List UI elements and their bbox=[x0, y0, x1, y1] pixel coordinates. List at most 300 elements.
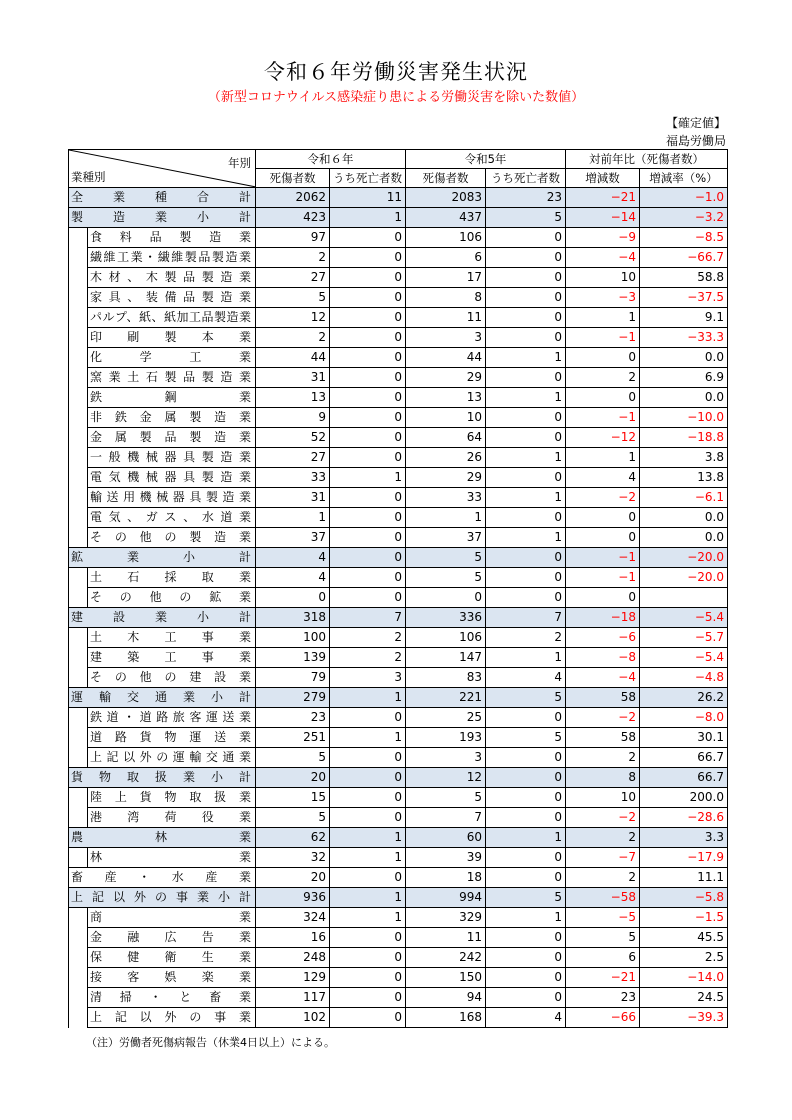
diff-cell: 2 bbox=[566, 748, 640, 768]
r6-deaths-cell: 0 bbox=[330, 948, 406, 968]
rate-cell: −37.5 bbox=[640, 288, 728, 308]
col-r5: 令和5年 bbox=[406, 150, 566, 169]
r6-deaths-cell: 0 bbox=[330, 408, 406, 428]
table-row bbox=[69, 908, 728, 928]
indent-cell bbox=[69, 588, 88, 608]
rate-cell: −28.6 bbox=[640, 808, 728, 828]
indent-cell bbox=[69, 408, 88, 428]
r5-casualties-cell: 44 bbox=[406, 348, 486, 368]
r6-casualties-cell: 23 bbox=[256, 708, 330, 728]
r6-casualties-cell: 4 bbox=[256, 568, 330, 588]
r5-casualties-cell: 11 bbox=[406, 308, 486, 328]
r6-casualties-cell: 12 bbox=[256, 308, 330, 328]
r5-deaths-cell: 0 bbox=[486, 808, 566, 828]
year-label: 年別 bbox=[228, 156, 251, 170]
rate-cell: −6.1 bbox=[640, 488, 728, 508]
r6-casualties-cell: 1 bbox=[256, 508, 330, 528]
r5-casualties-cell: 437 bbox=[406, 208, 486, 228]
diff-cell: −9 bbox=[566, 228, 640, 248]
r5-casualties-cell: 64 bbox=[406, 428, 486, 448]
r5-deaths-cell: 1 bbox=[486, 348, 566, 368]
r5-casualties-cell: 106 bbox=[406, 228, 486, 248]
r6-casualties-cell: 44 bbox=[256, 348, 330, 368]
r6-casualties-cell: 2062 bbox=[256, 188, 330, 208]
table-row bbox=[69, 648, 728, 668]
diff-cell: −21 bbox=[566, 968, 640, 988]
col-diff: 増減数 bbox=[566, 169, 640, 188]
rate-cell: 3.3 bbox=[640, 828, 728, 848]
indent-cell bbox=[69, 468, 88, 488]
rate-cell: −5.8 bbox=[640, 888, 728, 908]
r6-casualties-cell: 139 bbox=[256, 648, 330, 668]
r5-deaths-cell: 5 bbox=[486, 728, 566, 748]
r5-deaths-cell: 0 bbox=[486, 328, 566, 348]
r6-casualties-cell: 15 bbox=[256, 788, 330, 808]
r6-casualties-cell: 33 bbox=[256, 468, 330, 488]
indent-cell bbox=[69, 748, 88, 768]
r6-casualties-cell: 97 bbox=[256, 228, 330, 248]
r5-deaths-cell: 1 bbox=[486, 388, 566, 408]
industry-name: 貨物取扱業小計 bbox=[69, 768, 256, 788]
indent-cell bbox=[69, 428, 88, 448]
r5-deaths-cell: 0 bbox=[486, 548, 566, 568]
diff-cell: −5 bbox=[566, 908, 640, 928]
r5-casualties-cell: 3 bbox=[406, 328, 486, 348]
rate-cell: 66.7 bbox=[640, 768, 728, 788]
table-row bbox=[69, 248, 728, 268]
table-row bbox=[69, 508, 728, 528]
r5-casualties-cell: 94 bbox=[406, 988, 486, 1008]
r5-deaths-cell: 1 bbox=[486, 448, 566, 468]
r5-casualties-cell: 3 bbox=[406, 748, 486, 768]
industry-name: 上記以外の運輸交通業 bbox=[88, 748, 256, 768]
r5-deaths-cell: 7 bbox=[486, 608, 566, 628]
table-row bbox=[69, 388, 728, 408]
r6-deaths-cell: 0 bbox=[330, 568, 406, 588]
table-row bbox=[69, 1008, 728, 1028]
diff-cell: 5 bbox=[566, 928, 640, 948]
indent-cell bbox=[69, 228, 88, 248]
industry-name: パルプ、紙、紙加工品製造業 bbox=[88, 308, 256, 328]
indent-cell bbox=[69, 268, 88, 288]
industry-name: 製造業小計 bbox=[69, 208, 256, 228]
table-row bbox=[69, 588, 728, 608]
diff-cell: −1 bbox=[566, 328, 640, 348]
table-row bbox=[69, 368, 728, 388]
footnote: （注）労働者死傷病報告（休業4日以上）による。 bbox=[86, 1036, 335, 1049]
rate-cell: 24.5 bbox=[640, 988, 728, 1008]
indent-cell bbox=[69, 908, 88, 928]
indent-cell bbox=[69, 948, 88, 968]
table-row bbox=[69, 988, 728, 1008]
indent-cell bbox=[69, 788, 88, 808]
r6-casualties-cell: 279 bbox=[256, 688, 330, 708]
industry-name: 金融広告業 bbox=[88, 928, 256, 948]
r6-casualties-cell: 79 bbox=[256, 668, 330, 688]
r5-deaths-cell: 4 bbox=[486, 668, 566, 688]
indent-cell bbox=[69, 988, 88, 1008]
r5-casualties-cell: 329 bbox=[406, 908, 486, 928]
rate-cell: 58.8 bbox=[640, 268, 728, 288]
rate-cell: −20.0 bbox=[640, 548, 728, 568]
r6-deaths-cell: 1 bbox=[330, 828, 406, 848]
table-row bbox=[69, 568, 728, 588]
r6-casualties-cell: 251 bbox=[256, 728, 330, 748]
industry-name: その他の鉱業 bbox=[88, 588, 256, 608]
r6-deaths-cell: 1 bbox=[330, 468, 406, 488]
r6-deaths-cell: 0 bbox=[330, 328, 406, 348]
rate-cell: −10.0 bbox=[640, 408, 728, 428]
r5-casualties-cell: 336 bbox=[406, 608, 486, 628]
rate-cell: −1.5 bbox=[640, 908, 728, 928]
diff-cell: −21 bbox=[566, 188, 640, 208]
r6-deaths-cell: 0 bbox=[330, 368, 406, 388]
r6-deaths-cell: 7 bbox=[330, 608, 406, 628]
r6-casualties-cell: 318 bbox=[256, 608, 330, 628]
table-row bbox=[69, 308, 728, 328]
r5-casualties-cell: 25 bbox=[406, 708, 486, 728]
industry-name: 鉄鋼業 bbox=[88, 388, 256, 408]
r6-deaths-cell: 0 bbox=[330, 768, 406, 788]
r6-casualties-cell: 20 bbox=[256, 868, 330, 888]
r5-casualties-cell: 994 bbox=[406, 888, 486, 908]
r5-deaths-cell: 0 bbox=[486, 508, 566, 528]
r5-casualties-cell: 1 bbox=[406, 508, 486, 528]
r5-deaths-cell: 0 bbox=[486, 968, 566, 988]
r5-casualties-cell: 13 bbox=[406, 388, 486, 408]
rate-cell: −3.2 bbox=[640, 208, 728, 228]
r6-casualties-cell: 31 bbox=[256, 488, 330, 508]
diff-cell: −12 bbox=[566, 428, 640, 448]
r6-casualties-cell: 37 bbox=[256, 528, 330, 548]
col-r5-deaths: うち死亡者数 bbox=[486, 169, 566, 188]
rate-cell: 3.8 bbox=[640, 448, 728, 468]
industry-name: 食料品製造業 bbox=[88, 228, 256, 248]
table-row bbox=[69, 768, 728, 788]
r6-deaths-cell: 0 bbox=[330, 868, 406, 888]
indent-cell bbox=[69, 1008, 88, 1028]
diff-cell: −3 bbox=[566, 288, 640, 308]
table-row bbox=[69, 268, 728, 288]
diff-cell: −58 bbox=[566, 888, 640, 908]
diff-cell: −4 bbox=[566, 248, 640, 268]
industry-name: 商業 bbox=[88, 908, 256, 928]
r6-deaths-cell: 0 bbox=[330, 448, 406, 468]
table-row bbox=[69, 928, 728, 948]
diff-cell: −2 bbox=[566, 808, 640, 828]
r6-deaths-cell: 0 bbox=[330, 508, 406, 528]
r5-casualties-cell: 39 bbox=[406, 848, 486, 868]
r5-deaths-cell: 0 bbox=[486, 868, 566, 888]
table-row bbox=[69, 528, 728, 548]
r5-deaths-cell: 1 bbox=[486, 488, 566, 508]
r5-casualties-cell: 147 bbox=[406, 648, 486, 668]
r5-casualties-cell: 83 bbox=[406, 668, 486, 688]
r6-deaths-cell: 0 bbox=[330, 548, 406, 568]
r6-deaths-cell: 0 bbox=[330, 748, 406, 768]
r6-deaths-cell: 0 bbox=[330, 968, 406, 988]
table-row bbox=[69, 408, 728, 428]
r6-casualties-cell: 16 bbox=[256, 928, 330, 948]
rate-cell: 26.2 bbox=[640, 688, 728, 708]
diff-cell: 1 bbox=[566, 308, 640, 328]
industry-name: 建設業小計 bbox=[69, 608, 256, 628]
r6-casualties-cell: 117 bbox=[256, 988, 330, 1008]
r5-casualties-cell: 17 bbox=[406, 268, 486, 288]
r5-deaths-cell: 0 bbox=[486, 848, 566, 868]
table-row bbox=[69, 188, 728, 208]
r6-casualties-cell: 423 bbox=[256, 208, 330, 228]
r6-casualties-cell: 27 bbox=[256, 448, 330, 468]
diff-cell: 2 bbox=[566, 868, 640, 888]
r6-deaths-cell: 0 bbox=[330, 988, 406, 1008]
r5-casualties-cell: 2083 bbox=[406, 188, 486, 208]
r6-deaths-cell: 1 bbox=[330, 728, 406, 748]
r5-deaths-cell: 0 bbox=[486, 568, 566, 588]
industry-name: 土木工事業 bbox=[88, 628, 256, 648]
rate-cell: −39.3 bbox=[640, 1008, 728, 1028]
col-rate: 増減率（%） bbox=[640, 169, 728, 188]
r6-casualties-cell: 2 bbox=[256, 328, 330, 348]
r5-deaths-cell: 0 bbox=[486, 408, 566, 428]
rate-cell: 45.5 bbox=[640, 928, 728, 948]
table-body bbox=[69, 188, 728, 1028]
industry-name: 建築工事業 bbox=[88, 648, 256, 668]
col-r6-deaths: うち死亡者数 bbox=[330, 169, 406, 188]
r5-deaths-cell: 0 bbox=[486, 368, 566, 388]
diff-cell: −1 bbox=[566, 548, 640, 568]
rate-cell: 66.7 bbox=[640, 748, 728, 768]
industry-name: 一般機械器具製造業 bbox=[88, 448, 256, 468]
table-row bbox=[69, 748, 728, 768]
accident-table bbox=[68, 149, 728, 1028]
r5-deaths-cell: 0 bbox=[486, 308, 566, 328]
r6-casualties-cell: 129 bbox=[256, 968, 330, 988]
rate-cell: 200.0 bbox=[640, 788, 728, 808]
indent-cell bbox=[69, 328, 88, 348]
diff-cell: −6 bbox=[566, 628, 640, 648]
rate-cell: −1.0 bbox=[640, 188, 728, 208]
r6-deaths-cell: 0 bbox=[330, 488, 406, 508]
r6-casualties-cell: 102 bbox=[256, 1008, 330, 1028]
r6-deaths-cell: 0 bbox=[330, 788, 406, 808]
indent-cell bbox=[69, 808, 88, 828]
diff-cell: 2 bbox=[566, 368, 640, 388]
r6-casualties-cell: 5 bbox=[256, 808, 330, 828]
r6-deaths-cell: 1 bbox=[330, 888, 406, 908]
table-row bbox=[69, 288, 728, 308]
page-subtitle: （新型コロナウイルス感染症り患による労働災害を除いた数値） bbox=[207, 90, 585, 105]
industry-name: 非鉄金属製造業 bbox=[88, 408, 256, 428]
col-compare: 対前年比（死傷者数） bbox=[566, 150, 728, 169]
table-row bbox=[69, 608, 728, 628]
r5-deaths-cell: 0 bbox=[486, 748, 566, 768]
indent-cell bbox=[69, 848, 88, 868]
r6-deaths-cell: 0 bbox=[330, 428, 406, 448]
r6-deaths-cell: 0 bbox=[330, 528, 406, 548]
table-row bbox=[69, 628, 728, 648]
r5-deaths-cell: 4 bbox=[486, 1008, 566, 1028]
diff-cell: −7 bbox=[566, 848, 640, 868]
rate-cell: −20.0 bbox=[640, 568, 728, 588]
industry-name: 保健衛生業 bbox=[88, 948, 256, 968]
r5-deaths-cell: 0 bbox=[486, 768, 566, 788]
industry-name: 家具、装備品製造業 bbox=[88, 288, 256, 308]
r5-deaths-cell: 0 bbox=[486, 248, 566, 268]
r5-casualties-cell: 18 bbox=[406, 868, 486, 888]
diff-cell: 4 bbox=[566, 468, 640, 488]
rate-cell: −8.0 bbox=[640, 708, 728, 728]
rate-cell: −14.0 bbox=[640, 968, 728, 988]
r6-deaths-cell: 1 bbox=[330, 908, 406, 928]
industry-name: 陸上貨物取扱業 bbox=[88, 788, 256, 808]
indent-cell bbox=[69, 448, 88, 468]
diff-cell: −14 bbox=[566, 208, 640, 228]
diff-cell: 0 bbox=[566, 528, 640, 548]
table-row bbox=[69, 548, 728, 568]
rate-cell: 0.0 bbox=[640, 348, 728, 368]
industry-name: その他の製造業 bbox=[88, 528, 256, 548]
industry-name: 印刷製本業 bbox=[88, 328, 256, 348]
r6-deaths-cell: 3 bbox=[330, 668, 406, 688]
r6-deaths-cell: 2 bbox=[330, 628, 406, 648]
diff-cell: 0 bbox=[566, 508, 640, 528]
industry-name: 運輸交通業小計 bbox=[69, 688, 256, 708]
r5-casualties-cell: 8 bbox=[406, 288, 486, 308]
industry-name: 電気、ガス、水道業 bbox=[88, 508, 256, 528]
r6-casualties-cell: 62 bbox=[256, 828, 330, 848]
industry-name: 畜産・水産業 bbox=[69, 868, 256, 888]
r5-casualties-cell: 0 bbox=[406, 588, 486, 608]
rate-cell: 9.1 bbox=[640, 308, 728, 328]
r6-deaths-cell: 2 bbox=[330, 648, 406, 668]
r6-casualties-cell: 13 bbox=[256, 388, 330, 408]
status-label: 【確定値】 bbox=[665, 116, 726, 130]
table-row bbox=[69, 468, 728, 488]
indent-cell bbox=[69, 648, 88, 668]
r5-casualties-cell: 60 bbox=[406, 828, 486, 848]
indent-cell bbox=[69, 488, 88, 508]
table-row bbox=[69, 328, 728, 348]
table-row bbox=[69, 448, 728, 468]
diff-cell: 0 bbox=[566, 348, 640, 368]
rate-cell: 6.9 bbox=[640, 368, 728, 388]
rate-cell: −66.7 bbox=[640, 248, 728, 268]
r6-casualties-cell: 936 bbox=[256, 888, 330, 908]
table-row bbox=[69, 888, 728, 908]
r6-deaths-cell: 0 bbox=[330, 808, 406, 828]
r6-casualties-cell: 0 bbox=[256, 588, 330, 608]
col-r5-casualties: 死傷者数 bbox=[406, 169, 486, 188]
industry-name: 道路貨物運送業 bbox=[88, 728, 256, 748]
diff-cell: −1 bbox=[566, 568, 640, 588]
r5-casualties-cell: 12 bbox=[406, 768, 486, 788]
rate-cell: −5.4 bbox=[640, 608, 728, 628]
rate-cell: 2.5 bbox=[640, 948, 728, 968]
indent-cell bbox=[69, 248, 88, 268]
diff-cell: −2 bbox=[566, 708, 640, 728]
r5-casualties-cell: 106 bbox=[406, 628, 486, 648]
industry-name: 化学工業 bbox=[88, 348, 256, 368]
rate-cell: −4.8 bbox=[640, 668, 728, 688]
r5-deaths-cell: 0 bbox=[486, 588, 566, 608]
diff-cell: 10 bbox=[566, 788, 640, 808]
industry-name: 上記以外の事業 bbox=[88, 1008, 256, 1028]
rate-cell: 30.1 bbox=[640, 728, 728, 748]
col-r6: 令和６年 bbox=[256, 150, 406, 169]
r5-casualties-cell: 26 bbox=[406, 448, 486, 468]
r5-deaths-cell: 1 bbox=[486, 908, 566, 928]
diff-cell: 0 bbox=[566, 388, 640, 408]
r5-deaths-cell: 1 bbox=[486, 648, 566, 668]
industry-name: 林業 bbox=[88, 848, 256, 868]
industry-name: 土石採取業 bbox=[88, 568, 256, 588]
r5-deaths-cell: 1 bbox=[486, 828, 566, 848]
rate-cell: −17.9 bbox=[640, 848, 728, 868]
diff-cell: −1 bbox=[566, 408, 640, 428]
header-row-1 bbox=[69, 150, 728, 169]
r6-casualties-cell: 52 bbox=[256, 428, 330, 448]
diff-cell: 2 bbox=[566, 828, 640, 848]
industry-name: 繊維工業・繊維製品製造業 bbox=[88, 248, 256, 268]
table-row bbox=[69, 668, 728, 688]
r5-casualties-cell: 10 bbox=[406, 408, 486, 428]
diff-cell: 23 bbox=[566, 988, 640, 1008]
industry-name: 金属製品製造業 bbox=[88, 428, 256, 448]
table-row bbox=[69, 868, 728, 888]
diff-cell: −2 bbox=[566, 488, 640, 508]
indent-cell bbox=[69, 628, 88, 648]
r6-deaths-cell: 0 bbox=[330, 708, 406, 728]
r5-deaths-cell: 0 bbox=[486, 428, 566, 448]
rate-cell: 11.1 bbox=[640, 868, 728, 888]
r6-casualties-cell: 100 bbox=[256, 628, 330, 648]
table-row bbox=[69, 688, 728, 708]
r6-casualties-cell: 5 bbox=[256, 748, 330, 768]
rate-cell: 0.0 bbox=[640, 528, 728, 548]
indent-cell bbox=[69, 388, 88, 408]
indent-cell bbox=[69, 928, 88, 948]
industry-name: 電気機械器具製造業 bbox=[88, 468, 256, 488]
diff-cell: 10 bbox=[566, 268, 640, 288]
r5-deaths-cell: 0 bbox=[486, 928, 566, 948]
r6-deaths-cell: 0 bbox=[330, 588, 406, 608]
col-r6-casualties: 死傷者数 bbox=[256, 169, 330, 188]
r6-deaths-cell: 0 bbox=[330, 928, 406, 948]
r5-deaths-cell: 5 bbox=[486, 208, 566, 228]
industry-label: 業種別 bbox=[71, 170, 106, 184]
industry-name: その他の建設業 bbox=[88, 668, 256, 688]
r6-deaths-cell: 0 bbox=[330, 1008, 406, 1028]
diff-cell: 8 bbox=[566, 768, 640, 788]
r6-casualties-cell: 31 bbox=[256, 368, 330, 388]
industry-name: 清掃・と畜業 bbox=[88, 988, 256, 1008]
r6-casualties-cell: 4 bbox=[256, 548, 330, 568]
table-row bbox=[69, 208, 728, 228]
r6-deaths-cell: 1 bbox=[330, 848, 406, 868]
page-title: 令和６年労働災害発生状況 bbox=[264, 60, 528, 84]
r5-deaths-cell: 2 bbox=[486, 628, 566, 648]
table-row bbox=[69, 848, 728, 868]
r5-deaths-cell: 0 bbox=[486, 988, 566, 1008]
industry-name: 鉄道・道路旅客運送業 bbox=[88, 708, 256, 728]
diff-cell: 6 bbox=[566, 948, 640, 968]
industry-name: 鉱業小計 bbox=[69, 548, 256, 568]
r6-casualties-cell: 20 bbox=[256, 768, 330, 788]
rate-cell: 0.0 bbox=[640, 388, 728, 408]
r5-deaths-cell: 5 bbox=[486, 688, 566, 708]
r5-casualties-cell: 168 bbox=[406, 1008, 486, 1028]
